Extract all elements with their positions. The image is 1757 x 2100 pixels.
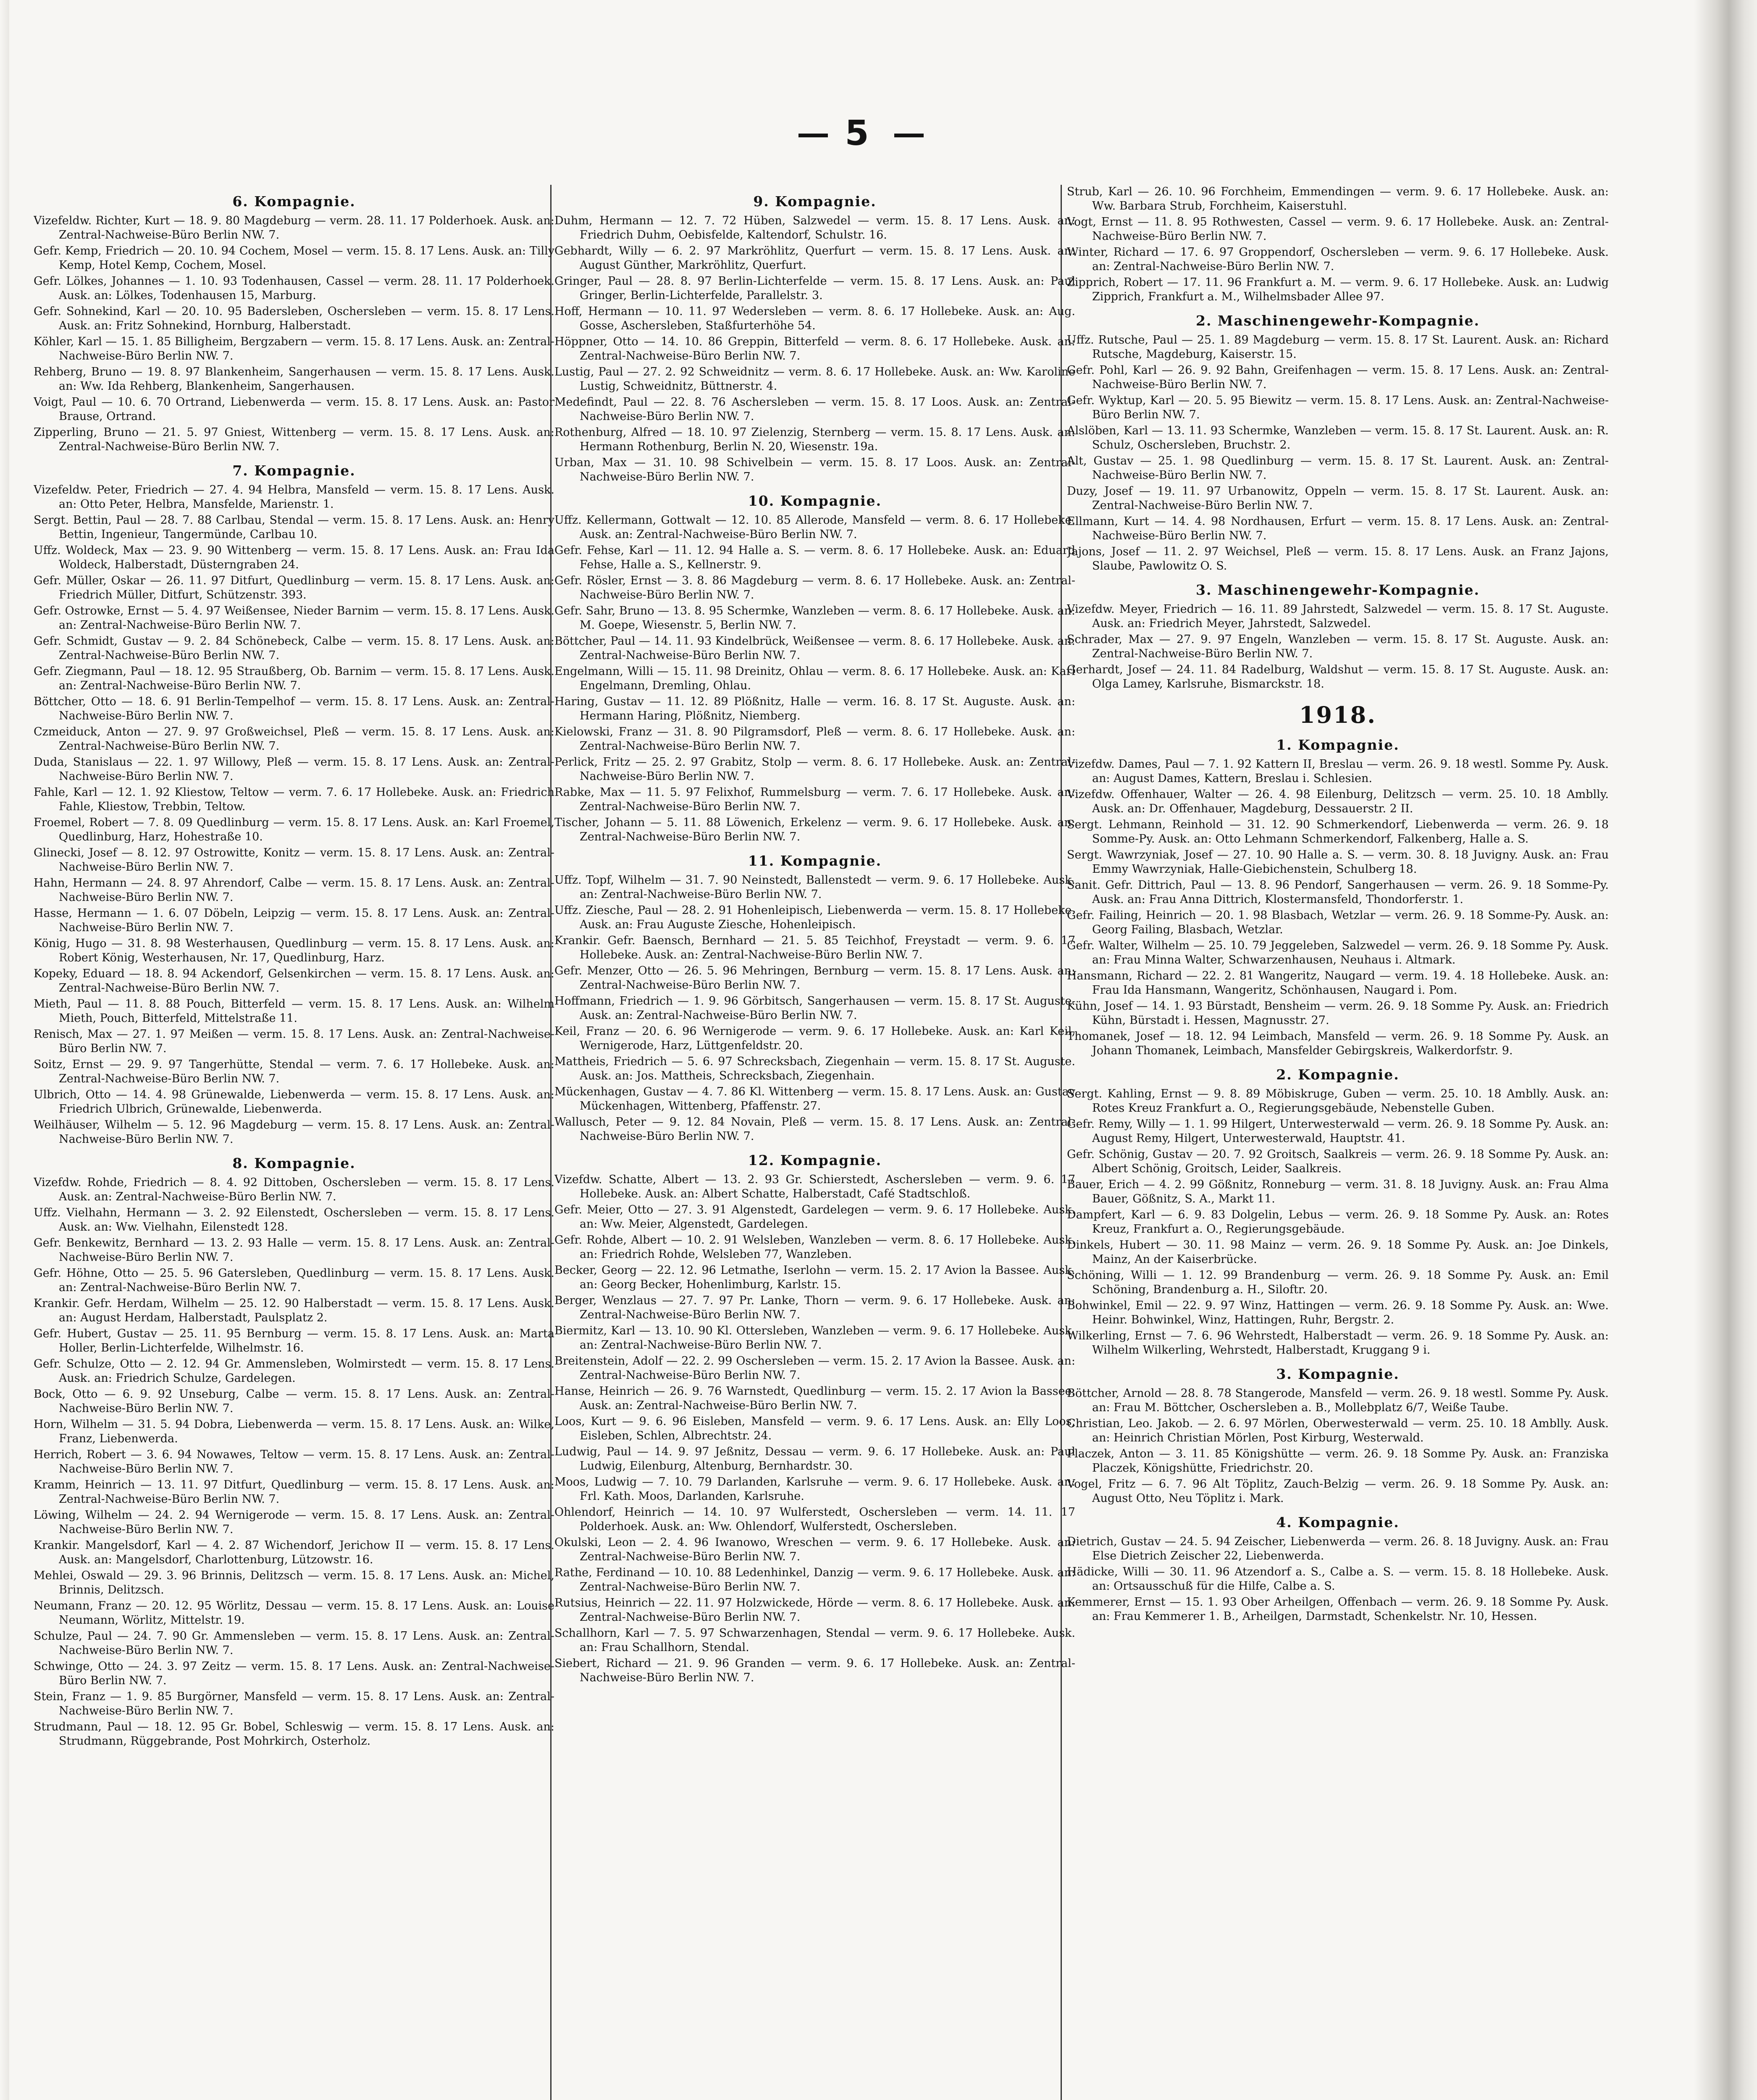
- casualty-entry: Glinecki, Josef — 8. 12. 97 Ostrowitte, Konitz — verm. 15. 8. 17 Lens. Ausk. an: Zentral-Nachweise-Büro Berlin NW. 7.: [34, 846, 554, 874]
- casualty-entry: Lustig, Paul — 27. 2. 92 Schweidnitz — verm. 8. 6. 17 Hollebeke. Ausk. an: Ww. Karoline Lustig, Schweidnitz, Büttnerstr. 4.: [554, 365, 1075, 393]
- casualty-entry: Gefr. Lölkes, Johannes — 1. 10. 93 Todenhausen, Cassel — verm. 28. 11. 17 Polderhoek. Ausk. an: Lölkes, Todenhausen 15, Marburg.: [34, 275, 554, 302]
- casualty-entry: Uffz. Rutsche, Paul — 25. 1. 89 Magdeburg — verm. 15. 8. 17 St. Laurent. Ausk. an: Richard Rutsche, Magdeburg, Kaiserstr. 15.: [1067, 333, 1609, 361]
- casualty-entry: Uffz. Ziesche, Paul — 28. 2. 91 Hohenleipisch, Liebenwerda — verm. 15. 8. 17 Hollebeke. Ausk. an: Frau Auguste Ziesche, Hohenleipisch.: [554, 904, 1075, 931]
- casualty-entry: Gefr. Sahr, Bruno — 13. 8. 95 Schermke, Wanzleben — verm. 8. 6. 17 Hollebeke. Ausk. an: M. Goepe, Wiesenstr. 5, Berlin NW. 7.: [554, 604, 1075, 632]
- casualty-entry: Gefr. Schönig, Gustav — 20. 7. 92 Groitsch, Saalkreis — verm. 26. 9. 18 Somme Py. Ausk. an: Albert Schönig, Groitsch, Leider, Saalkreis.: [1067, 1148, 1609, 1175]
- casualty-entry: Hanse, Heinrich — 26. 9. 76 Warnstedt, Quedlinburg — verm. 15. 2. 17 Avion la Bassee. Ausk. an: Zentral-Nachweise-Büro Berlin NW. 7.: [554, 1385, 1075, 1412]
- casualty-entry: Kühn, Josef — 14. 1. 93 Bürstadt, Bensheim — verm. 26. 9. 18 Somme Py. Ausk. an: Friedrich Kühn, Bürstadt i. Hessen, Magnusstr. 27.: [1067, 1000, 1609, 1027]
- casualty-entry: Froemel, Robert — 7. 8. 09 Quedlinburg — verm. 15. 8. 17 Lens. Ausk. an: Karl Froemel, Quedlinburg, Harz, Hohestraße 10.: [34, 816, 554, 843]
- casualty-entry: Wallusch, Peter — 9. 12. 84 Novain, Pleß — verm. 15. 8. 17 Lens. Ausk. an: Zentral-Nachweise-Büro Berlin NW. 7.: [554, 1116, 1075, 1143]
- casualty-entry: Tischer, Johann — 5. 11. 88 Löwenich, Erkelenz — verm. 9. 6. 17 Hollebeke. Ausk. an: Zentral-Nachweise-Büro Berlin NW. 7.: [554, 816, 1075, 843]
- casualty-entry: Hädicke, Willi — 30. 11. 96 Atzendorf a. S., Calbe a. S. — verm. 15. 8. 18 Hollebeke. Ausk. an: Ortsausschuß für die Hilfe, Calbe a. S.: [1067, 1565, 1609, 1593]
- casualty-entry: Siebert, Richard — 21. 9. 96 Granden — verm. 9. 6. 17 Hollebeke. Ausk. an: Zentral-Nachweise-Büro Berlin NW. 7.: [554, 1657, 1075, 1684]
- company-heading: 9. Kompagnie.: [753, 193, 877, 210]
- casualty-entry: Weilhäuser, Wilhelm — 5. 12. 96 Magdeburg — verm. 15. 8. 17 Lens. Ausk. an: Zentral-Nachweise-Büro Berlin NW. 7.: [34, 1118, 554, 1146]
- casualty-entry: Krankir. Gefr. Herdam, Wilhelm — 25. 12. 90 Halberstadt — verm. 15. 8. 17 Lens. Ausk. an: August Herdam, Halberstadt, Paulsplatz 2.: [34, 1297, 554, 1324]
- casualty-entry: Gefr. Kemp, Friedrich — 20. 10. 94 Cochem, Mosel — verm. 15. 8. 17 Lens. Ausk. an: Tilly Kemp, Hotel Kemp, Cochem, Mosel.: [34, 244, 554, 272]
- company-heading: 10. Kompagnie.: [748, 493, 882, 509]
- casualty-entry: Böttcher, Paul — 14. 11. 93 Kindelbrück, Weißensee — verm. 8. 6. 17 Hollebeke. Ausk. an: Zentral-Nachweise-Büro Berlin NW. 7.: [554, 635, 1075, 662]
- casualty-entry: Keil, Franz — 20. 6. 96 Wernigerode — verm. 9. 6. 17 Hollebeke. Ausk. an: Karl Keil, Wernigerode, Harz, Lüttgenfeldstr. 20.: [554, 1025, 1075, 1052]
- casualty-entry: Gefr. Ziegmann, Paul — 18. 12. 95 Straußberg, Ob. Barnim — verm. 15. 8. 17 Lens. Ausk. an: Zentral-Nachweise-Büro Berlin NW. 7.: [34, 665, 554, 692]
- casualty-entry: Mehlei, Oswald — 29. 3. 96 Brinnis, Delitzsch — verm. 15. 8. 17 Lens. Ausk. an: Michel, Brinnis, Delitzsch.: [34, 1569, 554, 1596]
- casualty-entry: Gefr. Meier, Otto — 27. 3. 91 Algenstedt, Gardelegen — verm. 9. 6. 17 Hollebeke. Ausk. an: Ww. Meier, Algenstedt, Gardelegen.: [554, 1203, 1075, 1231]
- casualty-entry: Dinkels, Hubert — 30. 11. 98 Mainz — verm. 26. 9. 18 Somme Py. Ausk. an: Joe Dinkels, Mainz, An der Kaiserbrücke.: [1067, 1239, 1609, 1266]
- casualty-entry: Gefr. Höhne, Otto — 25. 5. 96 Gatersleben, Quedlinburg — verm. 15. 8. 17 Lens. Ausk. an: Zentral-Nachweise-Büro Berlin NW. 7.: [34, 1267, 554, 1294]
- casualty-entry: Schöning, Willi — 1. 12. 99 Brandenburg — verm. 26. 9. 18 Somme Py. Ausk. an: Emil Schöning, Brandenburg a. H., Siloftr. 20.: [1067, 1269, 1609, 1296]
- casualty-entry: Rehberg, Bruno — 19. 8. 97 Blankenheim, Sangerhausen — verm. 15. 8. 17 Lens. Ausk. an: Ww. Ida Rehberg, Blankenheim, Sangerhausen.: [34, 365, 554, 393]
- company-heading: 2. Maschinengewehr-Kompagnie.: [1195, 312, 1480, 329]
- column-1: [34, 185, 554, 2100]
- casualty-entry: Böttcher, Arnold — 28. 8. 78 Stangerode, Mansfeld — verm. 26. 9. 18 westl. Somme Py. Ausk. an: Frau M. Böttcher, Oschersleben a. B., Mollebplatz 6/7, Weiße Taube.: [1067, 1387, 1609, 1414]
- casualty-entry: Dampfert, Karl — 6. 9. 83 Dolgelin, Lebus — verm. 26. 9. 18 Somme Py. Ausk. an: Rotes Kreuz, Frankfurt a. O., Regierungsgebäude.: [1067, 1208, 1609, 1236]
- casualty-entry: Gefr. Schmidt, Gustav — 9. 2. 84 Schönebeck, Calbe — verm. 15. 8. 17 Lens. Ausk. an: Zentral-Nachweise-Büro Berlin NW. 7.: [34, 635, 554, 662]
- casualty-entry: Fahle, Karl — 12. 1. 92 Kliestow, Teltow — verm. 7. 6. 17 Hollebeke. Ausk. an: Friedrich Fahle, Kliestow, Trebbin, Teltow.: [34, 786, 554, 813]
- casualty-entry: Soitz, Ernst — 29. 9. 97 Tangerhütte, Stendal — verm. 7. 6. 17 Hollebeke. Ausk. an: Zentral-Nachweise-Büro Berlin NW. 7.: [34, 1058, 554, 1085]
- casualty-entry: Gefr. Rohde, Albert — 10. 2. 91 Welsleben, Wanzleben — verm. 8. 6. 17 Hollebeke. Ausk. an: Friedrich Rohde, Welsleben 77, Wanzleben.: [554, 1234, 1075, 1261]
- casualty-entry: Bock, Otto — 6. 9. 92 Unseburg, Calbe — verm. 15. 8. 17 Lens. Ausk. an: Zentral-Nachweise-Büro Berlin NW. 7.: [34, 1388, 554, 1415]
- casualty-entry: Voigt, Paul — 10. 6. 70 Ortrand, Liebenwerda — verm. 15. 8. 17 Lens. Ausk. an: Pastor Brause, Ortrand.: [34, 396, 554, 423]
- casualty-entry: Jajons, Josef — 11. 2. 97 Weichsel, Pleß — verm. 15. 8. 17 Lens. Ausk. an Franz Jajons, Slaube, Pawlowitz O. S.: [1067, 545, 1609, 572]
- casualty-entry: Uffz. Vielhahn, Hermann — 3. 2. 92 Eilenstedt, Oschersleben — verm. 15. 8. 17 Lens. Ausk. an: Ww. Vielhahn, Eilenstedt 128.: [34, 1206, 554, 1234]
- page-number-text: 5: [845, 113, 877, 153]
- casualty-entry: Schrader, Max — 27. 9. 97 Engeln, Wanzleben — verm. 15. 8. 17 St. Auguste. Ausk. an: Zentral-Nachweise-Büro Berlin NW. 7.: [1067, 633, 1609, 660]
- column-2: [554, 185, 1075, 2100]
- casualty-entry: Ohlendorf, Heinrich — 14. 10. 97 Wulferstedt, Oschersleben — verm. 14. 11. 17 Polderhoek. Ausk. an: Ww. Ohlendorf, Wulferstedt, Oschersleben.: [554, 1506, 1075, 1533]
- company-heading: 8. Kompagnie.: [232, 1155, 356, 1171]
- casualty-entry: Sanit. Gefr. Dittrich, Paul — 13. 8. 96 Pendorf, Sangerhausen — verm. 26. 9. 18 Somme-Py. Ausk. an: Frau Anna Dittrich, Klostermansfeld, Thondorferstr. 1.: [1067, 879, 1609, 906]
- casualty-entry: Herrich, Robert — 3. 6. 94 Nowawes, Teltow — verm. 15. 8. 17 Lens. Ausk. an: Zentral-Nachweise-Büro Berlin NW. 7.: [34, 1448, 554, 1475]
- casualty-entry: Becker, Georg — 22. 12. 96 Letmathe, Iserlohn — verm. 15. 2. 17 Avion la Bassee. Ausk. an: Georg Becker, Hohenlimburg, Karlstr. 15.: [554, 1264, 1075, 1291]
- casualty-entry: Breitenstein, Adolf — 22. 2. 99 Oschersleben — verm. 15. 2. 17 Avion la Bassee. Ausk. an: Zentral-Nachweise-Büro Berlin NW. 7.: [554, 1354, 1075, 1382]
- casualty-entry: Vizefdw. Rohde, Friedrich — 8. 4. 92 Dittoben, Oschersleben — verm. 15. 8. 17 Lens. Ausk. an: Zentral-Nachweise-Büro Berlin NW. 7.: [34, 1176, 554, 1203]
- casualty-entry: Hansmann, Richard — 22. 2. 81 Wangeritz, Naugard — verm. 19. 4. 18 Hollebeke. Ausk. an: Frau Ida Hansmann, Wangeritz, Schönhausen, Naugard i. Pom.: [1067, 969, 1609, 997]
- casualty-entry: Bohwinkel, Emil — 22. 9. 97 Winz, Hattingen — verm. 26. 9. 18 Somme Py. Ausk. an: Wwe. Heinr. Bohwinkel, Winz, Hattingen, Ruhr, Bergstr. 2.: [1067, 1299, 1609, 1326]
- casualty-entry: Czmeiduck, Anton — 27. 9. 97 Großweichsel, Pleß — verm. 15. 8. 17 Lens. Ausk. an: Zentral-Nachweise-Büro Berlin NW. 7.: [34, 725, 554, 753]
- casualty-entry: Sergt. Lehmann, Reinhold — 31. 12. 90 Schmerkendorf, Liebenwerda — verm. 26. 9. 18 Somme-Py. Ausk. an: Otto Lehmann Schmerkendorf, Falkenberg, Halle a. S.: [1067, 818, 1609, 845]
- casualty-entry: Sergt. Wawrzyniak, Josef — 27. 10. 90 Halle a. S. — verm. 30. 8. 18 Juvigny. Ausk. an: Frau Emmy Wawrzyniak, Halle-Giebichenstein, Schulberg 18.: [1067, 848, 1609, 876]
- casualty-entry: Loos, Kurt — 9. 6. 96 Eisleben, Mansfeld — verm. 9. 6. 17 Lens. Ausk. an: Elly Loos, Eisleben, Schlen, Albrechtstr. 24.: [554, 1415, 1075, 1442]
- casualty-entry: Wilkerling, Ernst — 7. 6. 96 Wehrstedt, Halberstadt — verm. 26. 9. 18 Somme Py. Ausk. an: Wilhelm Wilkerling, Wehrstedt, Halberstadt, Kruggang 9 i.: [1067, 1329, 1609, 1357]
- casualty-entry: Dietrich, Gustav — 24. 5. 94 Zeischer, Liebenwerda — verm. 26. 8. 18 Juvigny. Ausk. an: Frau Else Dietrich Zeischer 22, Liebenwerda.: [1067, 1535, 1609, 1562]
- casualty-entry: Sergt. Kahling, Ernst — 9. 8. 89 Möbiskruge, Guben — verm. 25. 10. 18 Amblly. Ausk. an: Rotes Kreuz Frankfurt a. O., Regierungsgebäude, Nebenstelle Guben.: [1067, 1087, 1609, 1115]
- company-heading: 3. Maschinengewehr-Kompagnie.: [1195, 582, 1480, 598]
- casualty-entry: Neumann, Franz — 20. 12. 95 Wörlitz, Dessau — verm. 15. 8. 17 Lens. Ausk. an: Louise Neumann, Wörlitz, Mittelstr. 19.: [34, 1599, 554, 1627]
- casualty-entry: Rothenburg, Alfred — 18. 10. 97 Zielenzig, Sternberg — verm. 15. 8. 17 Lens. Ausk. an: Hermann Rothenburg, Berlin N. 20, Wiesenstr. 19a.: [554, 426, 1075, 453]
- casualty-entry: Okulski, Leon — 2. 4. 96 Iwanowo, Wreschen — verm. 9. 6. 17 Hollebeke. Ausk. an: Zentral-Nachweise-Büro Berlin NW. 7.: [554, 1536, 1075, 1563]
- casualty-entry: Gringer, Paul — 28. 8. 97 Berlin-Lichterfelde — verm. 15. 8. 17 Lens. Ausk. an: Paul Gringer, Berlin-Lichterfelde, Parallelstr. 3.: [554, 275, 1075, 302]
- casualty-entry: Löwing, Wilhelm — 24. 2. 94 Wernigerode — verm. 15. 8. 17 Lens. Ausk. an: Zentral-Nachweise-Büro Berlin NW. 7.: [34, 1509, 554, 1536]
- company-heading: 7. Kompagnie.: [232, 462, 356, 479]
- casualty-entry: Haring, Gustav — 11. 12. 89 Plößnitz, Halle — verm. 16. 8. 17 St. Auguste. Ausk. an: Hermann Haring, Plößnitz, Niemberg.: [554, 695, 1075, 722]
- casualty-entry: Gefr. Ostrowke, Ernst — 5. 4. 97 Weißensee, Nieder Barnim — verm. 15. 8. 17 Lens. Ausk. an: Zentral-Nachweise-Büro Berlin NW. 7.: [34, 604, 554, 632]
- casualty-entry: Schulze, Paul — 24. 7. 90 Gr. Ammensleben — verm. 15. 8. 17 Lens. Ausk. an: Zentral-Nachweise-Büro Berlin NW. 7.: [34, 1630, 554, 1657]
- casualty-entry: Gefr. Walter, Wilhelm — 25. 10. 79 Jeggeleben, Salzwedel — verm. 26. 9. 18 Somme Py. Ausk. an: Frau Minna Walter, Schwarzenhausen, Neuhaus i. Altmark.: [1067, 939, 1609, 966]
- page-number: [714, 113, 1008, 153]
- casualty-entry: Vizefdw. Meyer, Friedrich — 16. 11. 89 Jahrstedt, Salzwedel — verm. 15. 8. 17 St. Auguste. Ausk. an: Friedrich Meyer, Jahrstedt, Salzwedel.: [1067, 603, 1609, 630]
- casualty-entry: Gefr. Benkewitz, Bernhard — 13. 2. 93 Halle — verm. 15. 8. 17 Lens. Ausk. an: Zentral-Nachweise-Büro Berlin NW. 7.: [34, 1236, 554, 1264]
- casualty-entry: Vizefdw. Schatte, Albert — 13. 2. 93 Gr. Schierstedt, Aschersleben — verm. 9. 6. 17 Hollebeke. Ausk. an: Albert Schatte, Halberstadt, Café Stadtschloß.: [554, 1173, 1075, 1200]
- casualty-entry: Zipprich, Robert — 17. 11. 96 Frankfurt a. M. — verm. 9. 6. 17 Hollebeke. Ausk. an: Ludwig Zipprich, Frankfurt a. M., Wilhelmsbader Allee 97.: [1067, 276, 1609, 303]
- casualty-entry: Zipperling, Bruno — 21. 5. 97 Gniest, Wittenberg — verm. 15. 8. 17 Lens. Ausk. an: Zentral-Nachweise-Büro Berlin NW. 7.: [34, 426, 554, 453]
- casualty-entry: Winter, Richard — 17. 6. 97 Groppendorf, Oschersleben — verm. 9. 6. 17 Hollebeke. Ausk. an: Zentral-Nachweise-Büro Berlin NW. 7.: [1067, 246, 1609, 273]
- casualty-entry: Böttcher, Otto — 18. 6. 91 Berlin-Tempelhof — verm. 15. 8. 17 Lens. Ausk. an: Zentral-Nachweise-Büro Berlin NW. 7.: [34, 695, 554, 722]
- casualty-entry: Horn, Wilhelm — 31. 5. 94 Dobra, Liebenwerda — verm. 15. 8. 17 Lens. Ausk. an: Wilke, Franz, Liebenwerda.: [34, 1418, 554, 1445]
- year-heading: 1918.: [1299, 701, 1377, 728]
- casualty-entry: Ellmann, Kurt — 14. 4. 98 Nordhausen, Erfurt — verm. 15. 8. 17 Lens. Ausk. an: Zentral-Nachweise-Büro Berlin NW. 7.: [1067, 515, 1609, 542]
- casualty-entry: Sergt. Bettin, Paul — 28. 7. 88 Carlbau, Stendal — verm. 15. 8. 17 Lens. Ausk. an: Henry Bettin, Ingenieur, Tangermünde, Carlbau 10.: [34, 514, 554, 541]
- casualty-entry: Uffz. Topf, Wilhelm — 31. 7. 90 Neinstedt, Ballenstedt — verm. 9. 6. 17 Hollebeke. Ausk. an: Zentral-Nachweise-Büro Berlin NW. 7.: [554, 874, 1075, 901]
- casualty-entry: Hahn, Hermann — 24. 8. 97 Ahrendorf, Calbe — verm. 15. 8. 17 Lens. Ausk. an: Zentral-Nachweise-Büro Berlin NW. 7.: [34, 877, 554, 904]
- casualty-entry: Gefr. Remy, Willy — 1. 1. 99 Hilgert, Unterwesterwald — verm. 26. 9. 18 Somme Py. Ausk. an: August Remy, Hilgert, Unterwesterwald, Hauptstr. 41.: [1067, 1118, 1609, 1145]
- casualty-entry: Gefr. Pohl, Karl — 26. 9. 92 Bahn, Greifenhagen — verm. 15. 8. 17 Lens. Ausk. an: Zentral-Nachweise-Büro Berlin NW. 7.: [1067, 364, 1609, 391]
- casualty-entry: Krankir. Mangelsdorf, Karl — 4. 2. 87 Wichendorf, Jerichow II — verm. 15. 8. 17 Lens. Ausk. an: Mangelsdorf, Charlottenburg, Lützowstr. 16.: [34, 1539, 554, 1566]
- casualty-entry: Vogt, Ernst — 11. 8. 95 Rothwesten, Cassel — verm. 9. 6. 17 Hollebeke. Ausk. an: Zentral-Nachweise-Büro Berlin NW. 7.: [1067, 215, 1609, 243]
- casualty-entry: Hoffmann, Friedrich — 1. 9. 96 Görbitsch, Sangerhausen — verm. 15. 8. 17 St. Auguste. Ausk. an: Zentral-Nachweise-Büro Berlin NW. 7.: [554, 995, 1075, 1022]
- casualty-entry: Ulbrich, Otto — 14. 4. 98 Grünewalde, Liebenwerda — verm. 15. 8. 17 Lens. Ausk. an: Friedrich Ulbrich, Grünewalde, Liebenwerda.: [34, 1088, 554, 1116]
- casualty-entry: Medefindt, Paul — 22. 8. 76 Aschersleben — verm. 15. 8. 17 Loos. Ausk. an: Zentral-Nachweise-Büro Berlin NW. 7.: [554, 396, 1075, 423]
- casualty-entry: Duhm, Hermann — 12. 7. 72 Hüben, Salzwedel — verm. 15. 8. 17 Lens. Ausk. an: Friedrich Duhm, Oebisfelde, Kaltendorf, Schulstr. 16.: [554, 214, 1075, 242]
- casualty-entry: Moos, Ludwig — 7. 10. 79 Darlanden, Karlsruhe — verm. 9. 6. 17 Hollebeke. Ausk. an: Frl. Kath. Moos, Darlanden, Karlsruhe.: [554, 1475, 1075, 1503]
- casualty-entry: Gebhardt, Willy — 6. 2. 97 Markröhlitz, Querfurt — verm. 15. 8. 17 Lens. Ausk. an: August Günther, Markröhlitz, Querfurt.: [554, 244, 1075, 272]
- casualty-entry: Krankir. Gefr. Baensch, Bernhard — 21. 5. 85 Teichhof, Freystadt — verm. 9. 6. 17 Hollebeke. Ausk. an: Zentral-Nachweise-Büro Berlin NW. 7.: [554, 934, 1075, 961]
- casualty-entry: Vizefdw. Dames, Paul — 7. 1. 92 Kattern II, Breslau — verm. 26. 9. 18 westl. Somme Py. Ausk. an: August Dames, Kattern, Breslau i. Schlesien.: [1067, 758, 1609, 785]
- casualty-entry: Gefr. Menzer, Otto — 26. 5. 96 Mehringen, Bernburg — verm. 15. 8. 17 Lens. Ausk. an: Zentral-Nachweise-Büro Berlin NW. 7.: [554, 964, 1075, 992]
- casualty-entry: Duda, Stanislaus — 22. 1. 97 Willowy, Pleß — verm. 15. 8. 17 Lens. Ausk. an: Zentral-Nachweise-Büro Berlin NW. 7.: [34, 756, 554, 783]
- company-heading: 11. Kompagnie.: [748, 853, 882, 869]
- casualty-entry: Vogel, Fritz — 6. 7. 96 Alt Töplitz, Zauch-Belzig — verm. 26. 9. 18 Somme Py. Ausk. an: August Otto, Neu Töplitz i. Mark.: [1067, 1478, 1609, 1505]
- casualty-entry: Gefr. Sohnekind, Karl — 20. 10. 95 Badersleben, Oschersleben — verm. 15. 8. 17 Lens. Ausk. an: Fritz Sohnekind, Hornburg, Halberstadt.: [34, 305, 554, 332]
- casualty-entry: Thomanek, Josef — 18. 12. 94 Leimbach, Mansfeld — verm. 26. 9. 18 Somme Py. Ausk. an Johann Thomanek, Leimbach, Mansfelder Gebirgskreis, Walkerdorfstr. 9.: [1067, 1030, 1609, 1057]
- company-heading: 1. Kompagnie.: [1276, 737, 1400, 753]
- casualty-entry: Uffz. Kellermann, Gottwalt — 12. 10. 85 Allerode, Mansfeld — verm. 8. 6. 17 Hollebeke. Ausk. an: Zentral-Nachweise-Büro Berlin NW. 7.: [554, 514, 1075, 541]
- casualty-entry: Gefr. Hubert, Gustav — 25. 11. 95 Bernburg — verm. 15. 8. 17 Lens. Ausk. an: Marta Holler, Berlin-Lichterfelde, Wilhelmstr. 16.: [34, 1327, 554, 1354]
- casualty-entry: Stein, Franz — 1. 9. 85 Burgörner, Mansfeld — verm. 15. 8. 17 Lens. Ausk. an: Zentral-Nachweise-Büro Berlin NW. 7.: [34, 1690, 554, 1717]
- casualty-entry: Renisch, Max — 27. 1. 97 Meißen — verm. 15. 8. 17 Lens. Ausk. an: Zentral-Nachweise-Büro Berlin NW. 7.: [34, 1028, 554, 1055]
- casualty-entry: Uffz. Woldeck, Max — 23. 9. 90 Wittenberg — verm. 15. 8. 17 Lens. Ausk. an: Frau Ida Woldeck, Halberstadt, Düsterngraben 24.: [34, 544, 554, 571]
- company-heading: 2. Kompagnie.: [1276, 1066, 1400, 1083]
- casualty-entry: Mieth, Paul — 11. 8. 88 Pouch, Bitterfeld — verm. 15. 8. 17 Lens. Ausk. an: Wilhelm Mieth, Pouch, Bitterfeld, Mittelstraße 11.: [34, 998, 554, 1025]
- casualty-entry: Vizefeldw. Richter, Kurt — 18. 9. 80 Magdeburg — verm. 28. 11. 17 Polderhoek. Ausk. an: Zentral-Nachweise-Büro Berlin NW. 7.: [34, 214, 554, 242]
- casualty-entry: Vizefeldw. Peter, Friedrich — 27. 4. 94 Helbra, Mansfeld — verm. 15. 8. 17 Lens. Ausk. an: Otto Peter, Helbra, Mansfelde, Marienstr. 1.: [34, 483, 554, 511]
- company-heading: 4. Kompagnie.: [1276, 1514, 1400, 1530]
- casualty-entry: Gefr. Schulze, Otto — 2. 12. 94 Gr. Ammensleben, Wolmirstedt — verm. 15. 8. 17 Lens. Ausk. an: Friedrich Schulze, Gardelegen.: [34, 1357, 554, 1385]
- company-heading: 3. Kompagnie.: [1276, 1366, 1400, 1382]
- casualty-entry: Gefr. Fehse, Karl — 11. 12. 94 Halle a. S. — verm. 8. 6. 17 Hollebeke. Ausk. an: Eduard Fehse, Halle a. S., Kellnerstr. 9.: [554, 544, 1075, 571]
- casualty-entry: Alt, Gustav — 25. 1. 98 Quedlinburg — verm. 15. 8. 17 St. Laurent. Ausk. an: Zentral-Nachweise-Büro Berlin NW. 7.: [1067, 454, 1609, 482]
- casualty-entry: Biermitz, Karl — 13. 10. 90 Kl. Ottersleben, Wanzleben — verm. 9. 6. 17 Hollebeke. Ausk. an: Zentral-Nachweise-Büro Berlin NW. 7.: [554, 1324, 1075, 1352]
- casualty-entry: Hasse, Hermann — 1. 6. 07 Döbeln, Leipzig — verm. 15. 8. 17 Lens. Ausk. an: Zentral-Nachweise-Büro Berlin NW. 7.: [34, 907, 554, 934]
- casualty-entry: Alslöben, Karl — 13. 11. 93 Schermke, Wanzleben — verm. 15. 8. 17 St. Laurent. Ausk. an: R. Schulz, Oschersleben, Bruchstr. 2.: [1067, 424, 1609, 452]
- casualty-entry: Hoff, Hermann — 10. 11. 97 Wedersleben — verm. 8. 6. 17 Hollebeke. Ausk. an: Aug. Gosse, Aschersleben, Staßfurterhöhe 54.: [554, 305, 1075, 332]
- casualty-entry: Strudmann, Paul — 18. 12. 95 Gr. Bobel, Schleswig — verm. 15. 8. 17 Lens. Ausk. an: Strudmann, Rüggebrande, Post Mohrkirch, Osterholz.: [34, 1720, 554, 1748]
- casualty-entry: Schwinge, Otto — 24. 3. 97 Zeitz — verm. 15. 8. 17 Lens. Ausk. an: Zentral-Nachweise-Büro Berlin NW. 7.: [34, 1660, 554, 1687]
- casualty-entry: Rathe, Ferdinand — 10. 10. 88 Ledenhinkel, Danzig — verm. 9. 6. 17 Hollebeke. Ausk. an: Zentral-Nachweise-Büro Berlin NW. 7.: [554, 1566, 1075, 1593]
- casualty-entry: Perlick, Fritz — 25. 2. 97 Grabitz, Stolp — verm. 8. 6. 17 Hollebeke. Ausk. an: Zentral-Nachweise-Büro Berlin NW. 7.: [554, 756, 1075, 783]
- company-heading: 12. Kompagnie.: [748, 1152, 882, 1168]
- page-fold-shadow: [0, 0, 9, 2100]
- casualty-entry: Berger, Wenzlaus — 27. 7. 97 Pr. Lanke, Thorn — verm. 9. 6. 17 Hollebeke. Ausk. an: Zentral-Nachweise-Büro Berlin NW. 7.: [554, 1294, 1075, 1321]
- casualty-entry: Gefr. Rösler, Ernst — 3. 8. 86 Magdeburg — verm. 8. 6. 17 Hollebeke. Ausk. an: Zentral-Nachweise-Büro Berlin NW. 7.: [554, 574, 1075, 601]
- casualty-entry: Ludwig, Paul — 14. 9. 97 Jeßnitz, Dessau — verm. 9. 6. 17 Hollebeke. Ausk. an: Paul Ludwig, Eilenburg, Altenburg, Bernhardstr. 30.: [554, 1445, 1075, 1473]
- casualty-entry: Gefr. Müller, Oskar — 26. 11. 97 Ditfurt, Quedlinburg — verm. 15. 8. 17 Lens. Ausk. an: Friedrich Müller, Ditfurt, Schützenstr. 393.: [34, 574, 554, 601]
- casualty-entry: Kemmerer, Ernst — 15. 1. 93 Ober Arheilgen, Offenbach — verm. 26. 9. 18 Somme Py. Ausk. an: Frau Kemmerer 1. B., Arheilgen, Darmstadt, Schenkelstr. Nr. 10, Hessen.: [1067, 1596, 1609, 1623]
- casualty-entry: Urban, Max — 31. 10. 98 Schivelbein — verm. 15. 8. 17 Loos. Ausk. an: Zentral-Nachweise-Büro Berlin NW. 7.: [554, 456, 1075, 483]
- casualty-entry: Mückenhagen, Gustav — 4. 7. 86 Kl. Wittenberg — verm. 15. 8. 17 Lens. Ausk. an: Gustav Mückenhagen, Wittenberg, Pfaffenstr. 27.: [554, 1085, 1075, 1113]
- casualty-entry: Höppner, Otto — 14. 10. 86 Greppin, Bitterfeld — verm. 8. 6. 17 Hollebeke. Ausk. an: Zentral-Nachweise-Büro Berlin NW. 7.: [554, 335, 1075, 362]
- casualty-entry: Gefr. Wyktup, Karl — 20. 5. 95 Biewitz — verm. 15. 8. 17 Lens. Ausk. an: Zentral-Nachweise-Büro Berlin NW. 7.: [1067, 394, 1609, 421]
- casualty-entry: Engelmann, Willi — 15. 11. 98 Dreinitz, Ohlau — verm. 8. 6. 17 Hollebeke. Ausk. an: Karl Engelmann, Dremling, Ohlau.: [554, 665, 1075, 692]
- casualty-entry: König, Hugo — 31. 8. 98 Westerhausen, Quedlinburg — verm. 15. 8. 17 Lens. Ausk. an: Robert König, Westerhausen, Nr. 17, Quedlinburg, Harz.: [34, 937, 554, 964]
- casualty-entry: Rutsius, Heinrich — 22. 11. 97 Holzwickede, Hörde — verm. 8. 6. 17 Hollebeke. Ausk. an: Zentral-Nachweise-Büro Berlin NW. 7.: [554, 1596, 1075, 1624]
- column-3: [1067, 185, 1609, 2100]
- casualty-entry: Placzek, Anton — 3. 11. 85 Königshütte — verm. 26. 9. 18 Somme Py. Ausk. an: Franziska Placzek, Königshütte, Friedrichstr. 20.: [1067, 1447, 1609, 1475]
- casualty-entry: Kielowski, Franz — 31. 8. 90 Pilgramsdorf, Pleß — verm. 8. 6. 17 Hollebeke. Ausk. an: Zentral-Nachweise-Büro Berlin NW. 7.: [554, 725, 1075, 753]
- casualty-entry: Kopeky, Eduard — 18. 8. 94 Ackendorf, Gelsenkirchen — verm. 15. 8. 17 Lens. Ausk. an: Zentral-Nachweise-Büro Berlin NW. 7.: [34, 967, 554, 995]
- page-edge-shadow: [1694, 0, 1757, 2100]
- casualty-entry: Schallhorn, Karl — 7. 5. 97 Schwarzenhagen, Stendal — verm. 9. 6. 17 Hollebeke. Ausk. an: Frau Schallhorn, Stendal.: [554, 1627, 1075, 1654]
- casualty-entry: Rabke, Max — 11. 5. 97 Felixhof, Rummelsburg — verm. 7. 6. 17 Hollebeke. Ausk. an: Zentral-Nachweise-Büro Berlin NW. 7.: [554, 786, 1075, 813]
- casualty-entry: Gefr. Failing, Heinrich — 20. 1. 98 Blasbach, Wetzlar — verm. 26. 9. 18 Somme-Py. Ausk. an: Georg Failing, Blasbach, Wetzlar.: [1067, 909, 1609, 936]
- casualty-entry: Duzy, Josef — 19. 11. 97 Urbanowitz, Oppeln — verm. 15. 8. 17 St. Laurent. Ausk. an: Zentral-Nachweise-Büro Berlin NW. 7.: [1067, 485, 1609, 512]
- casualty-entry: Mattheis, Friedrich — 5. 6. 97 Schrecksbach, Ziegenhain — verm. 15. 8. 17 St. Auguste. Ausk. an: Jos. Mattheis, Schrecksbach, Ziegenhain.: [554, 1055, 1075, 1082]
- casualty-entry: Strub, Karl — 26. 10. 96 Forchheim, Emmendingen — verm. 9. 6. 17 Hollebeke. Ausk. an: Ww. Barbara Strub, Forchheim, Kaiserstuhl.: [1067, 185, 1609, 213]
- casualty-entry: Köhler, Karl — 15. 1. 85 Billigheim, Bergzabern — verm. 15. 8. 17 Lens. Ausk. an: Zentral-Nachweise-Büro Berlin NW. 7.: [34, 335, 554, 362]
- company-heading: 6. Kompagnie.: [232, 193, 356, 210]
- casualty-entry: Kramm, Heinrich — 13. 11. 97 Ditfurt, Quedlinburg — verm. 15. 8. 17 Lens. Ausk. an: Zentral-Nachweise-Büro Berlin NW. 7.: [34, 1478, 554, 1506]
- casualty-entry: Gerhardt, Josef — 24. 11. 84 Radelburg, Waldshut — verm. 15. 8. 17 St. Auguste. Ausk. an: Olga Lamey, Karlsruhe, Bismarckstr. 18.: [1067, 663, 1609, 690]
- casualty-entry: Bauer, Erich — 4. 2. 99 Gößnitz, Ronneburg — verm. 31. 8. 18 Juvigny. Ausk. an: Frau Alma Bauer, Gößnitz, S. A., Markt 11.: [1067, 1178, 1609, 1205]
- casualty-entry: Vizefdw. Offenhauer, Walter — 26. 4. 98 Eilenburg, Delitzsch — verm. 25. 10. 18 Amblly. Ausk. an: Dr. Offenhauer, Magdeburg, Dessauerstr. 2 II.: [1067, 788, 1609, 815]
- casualty-entry: Christian, Leo. Jakob. — 2. 6. 97 Mörlen, Oberwesterwald — verm. 25. 10. 18 Amblly. Ausk. an: Heinrich Christian Mörlen, Post Kirburg, Westerwald.: [1067, 1417, 1609, 1444]
